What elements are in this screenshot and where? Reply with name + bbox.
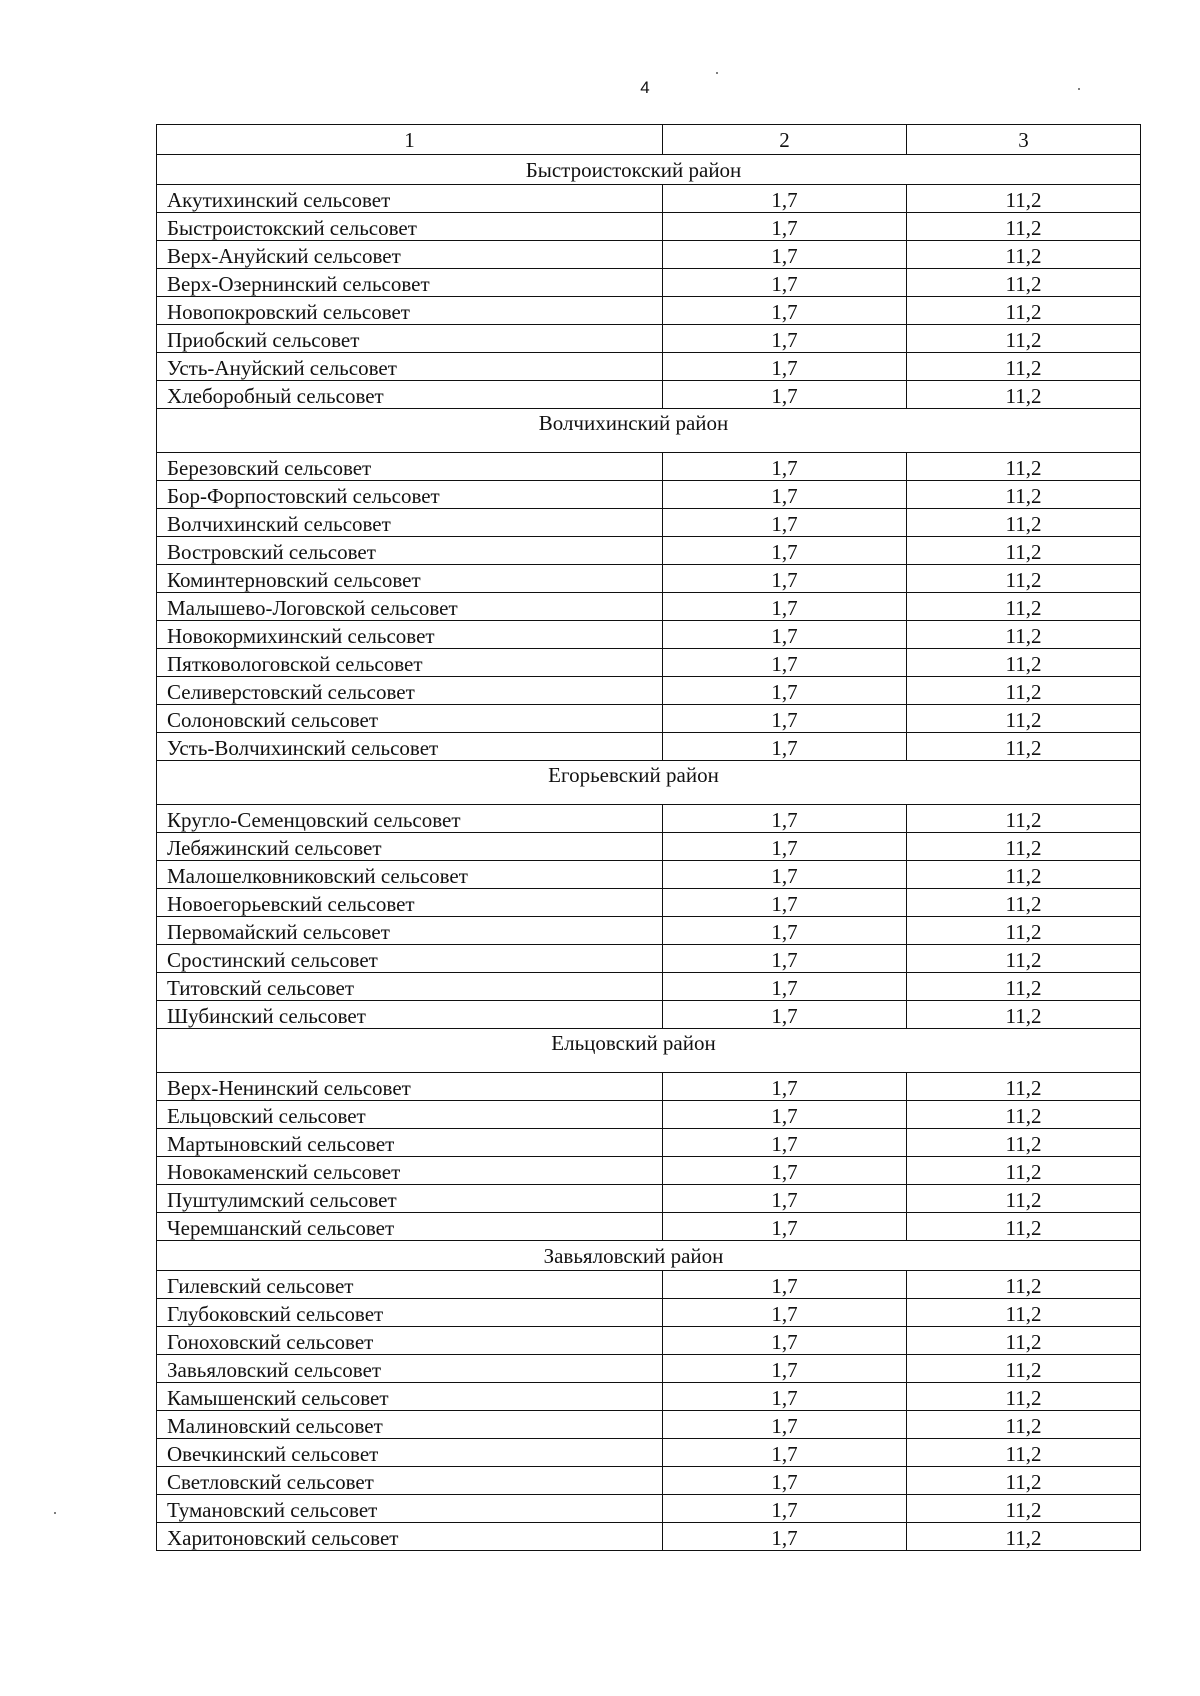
- table-row: [157, 805, 1141, 833]
- table-row: [157, 297, 1141, 325]
- value-col-2: 1,7: [663, 733, 907, 761]
- value-col-2: 1,7: [663, 1439, 907, 1467]
- settlement-name: Овечкинский сельсовет: [157, 1439, 663, 1467]
- value-col-3: 11,2: [907, 1523, 1141, 1551]
- value-col-2: 1,7: [663, 1157, 907, 1185]
- table-row: [157, 537, 1141, 565]
- table-row: [157, 1157, 1141, 1185]
- settlement-name: Глубоковский сельсовет: [157, 1299, 663, 1327]
- value-col-2: 1,7: [663, 889, 907, 917]
- table-row: [157, 1523, 1141, 1551]
- table-row: [157, 1001, 1141, 1029]
- settlement-name: Гоноховский сельсовет: [157, 1327, 663, 1355]
- value-col-3: 11,2: [907, 705, 1141, 733]
- value-col-3: 11,2: [907, 917, 1141, 945]
- value-col-3: 11,2: [907, 833, 1141, 861]
- value-col-2: 1,7: [663, 1467, 907, 1495]
- settlement-name: Коминтерновский сельсовет: [157, 565, 663, 593]
- table-row: [157, 325, 1141, 353]
- settlement-name: Новокормихинский сельсовет: [157, 621, 663, 649]
- value-col-3: 11,2: [907, 1299, 1141, 1327]
- settlement-name: Малошелковниковский сельсовет: [157, 861, 663, 889]
- value-col-2: 1,7: [663, 381, 907, 409]
- value-col-2: 1,7: [663, 593, 907, 621]
- value-col-2: 1,7: [663, 241, 907, 269]
- settlement-name: Светловский сельсовет: [157, 1467, 663, 1495]
- value-col-3: 11,2: [907, 297, 1141, 325]
- district-row: [157, 409, 1141, 453]
- district-row: [157, 1029, 1141, 1073]
- table-row: [157, 1411, 1141, 1439]
- value-col-3: 11,2: [907, 1467, 1141, 1495]
- settlement-name: Новокаменский сельсовет: [157, 1157, 663, 1185]
- value-col-2: 1,7: [663, 945, 907, 973]
- value-col-3: 11,2: [907, 1495, 1141, 1523]
- column-header-2: 2: [663, 125, 907, 155]
- scan-speck: [716, 72, 718, 74]
- value-col-2: 1,7: [663, 805, 907, 833]
- district-name: Егорьевский район: [548, 763, 719, 787]
- table-row: [157, 481, 1141, 509]
- district-row: [157, 1241, 1141, 1271]
- settlement-name: Пятковологовской сельсовет: [157, 649, 663, 677]
- table-row: [157, 833, 1141, 861]
- value-col-3: 11,2: [907, 1355, 1141, 1383]
- settlement-name: Верх-Озернинский сельсовет: [157, 269, 663, 297]
- settlement-name: Мартыновский сельсовет: [157, 1129, 663, 1157]
- table-row: [157, 213, 1141, 241]
- table-row: [157, 973, 1141, 1001]
- table-body: [157, 125, 1141, 1551]
- value-col-3: 11,2: [907, 649, 1141, 677]
- table-row: [157, 381, 1141, 409]
- table-row: [157, 677, 1141, 705]
- value-col-2: 1,7: [663, 453, 907, 481]
- settlement-name: Усть-Волчихинский сельсовет: [157, 733, 663, 761]
- value-col-2: 1,7: [663, 1271, 907, 1299]
- table-row: [157, 889, 1141, 917]
- value-col-2: 1,7: [663, 1327, 907, 1355]
- district-cell: [157, 761, 1141, 805]
- settlement-name: Харитоновский сельсовет: [157, 1523, 663, 1551]
- table-row: [157, 1213, 1141, 1241]
- value-col-3: 11,2: [907, 185, 1141, 213]
- settlement-name: Гилевский сельсовет: [157, 1271, 663, 1299]
- value-col-2: 1,7: [663, 213, 907, 241]
- value-col-2: 1,7: [663, 1101, 907, 1129]
- value-col-3: 11,2: [907, 381, 1141, 409]
- settlement-name: Шубинский сельсовет: [157, 1001, 663, 1029]
- value-col-2: 1,7: [663, 297, 907, 325]
- settlement-name: Лебяжинский сельсовет: [157, 833, 663, 861]
- value-col-3: 11,2: [907, 1185, 1141, 1213]
- settlement-name: Усть-Ануйский сельсовет: [157, 353, 663, 381]
- value-col-3: 11,2: [907, 213, 1141, 241]
- settlement-name: Березовский сельсовет: [157, 453, 663, 481]
- table-row: [157, 1327, 1141, 1355]
- district-row: [157, 761, 1141, 805]
- column-header-3: 3: [907, 125, 1141, 155]
- value-col-3: 11,2: [907, 1439, 1141, 1467]
- value-col-3: 11,2: [907, 1383, 1141, 1411]
- table-row: [157, 621, 1141, 649]
- settlement-name: Востровский сельсовет: [157, 537, 663, 565]
- scan-speck: [54, 1512, 56, 1514]
- value-col-2: 1,7: [663, 1495, 907, 1523]
- settlement-name: Первомайский сельсовет: [157, 917, 663, 945]
- table-row: [157, 241, 1141, 269]
- settlement-name: Селиверстовский сельсовет: [157, 677, 663, 705]
- value-col-2: 1,7: [663, 833, 907, 861]
- value-col-3: 11,2: [907, 269, 1141, 297]
- table-row: [157, 565, 1141, 593]
- value-col-2: 1,7: [663, 1185, 907, 1213]
- settlement-name: Титовский сельсовет: [157, 973, 663, 1001]
- value-col-2: 1,7: [663, 1299, 907, 1327]
- value-col-3: 11,2: [907, 537, 1141, 565]
- value-col-2: 1,7: [663, 1213, 907, 1241]
- settlement-name: Бор-Форпостовский сельсовет: [157, 481, 663, 509]
- value-col-2: 1,7: [663, 1523, 907, 1551]
- value-col-3: 11,2: [907, 973, 1141, 1001]
- settlement-name: Завьяловский сельсовет: [157, 1355, 663, 1383]
- value-col-3: 11,2: [907, 593, 1141, 621]
- table-row: [157, 649, 1141, 677]
- district-name: Быстроистокский район: [525, 157, 742, 182]
- table-row: [157, 705, 1141, 733]
- value-col-3: 11,2: [907, 565, 1141, 593]
- table-row: [157, 509, 1141, 537]
- district-name: Волчихинский район: [538, 411, 729, 435]
- table-row: [157, 917, 1141, 945]
- page-number: 4: [640, 78, 650, 97]
- settlement-name: Новоегорьевский сельсовет: [157, 889, 663, 917]
- value-col-2: 1,7: [663, 649, 907, 677]
- value-col-2: 1,7: [663, 621, 907, 649]
- value-col-3: 11,2: [907, 325, 1141, 353]
- settlement-name: Приобский сельсовет: [157, 325, 663, 353]
- value-col-3: 11,2: [907, 453, 1141, 481]
- value-col-3: 11,2: [907, 1129, 1141, 1157]
- scan-speck: [1078, 88, 1080, 90]
- value-col-2: 1,7: [663, 1355, 907, 1383]
- district-cell: [157, 155, 1141, 185]
- table-row: [157, 593, 1141, 621]
- table-row: [157, 1299, 1141, 1327]
- value-col-3: 11,2: [907, 1327, 1141, 1355]
- value-col-3: 11,2: [907, 353, 1141, 381]
- value-col-3: 11,2: [907, 945, 1141, 973]
- table-row: [157, 1073, 1141, 1101]
- value-col-2: 1,7: [663, 917, 907, 945]
- value-col-2: 1,7: [663, 677, 907, 705]
- district-cell: [157, 1241, 1141, 1271]
- value-col-3: 11,2: [907, 621, 1141, 649]
- table-row: [157, 185, 1141, 213]
- value-col-2: 1,7: [663, 1073, 907, 1101]
- settlement-name: Пуштулимский сельсовет: [157, 1185, 663, 1213]
- value-col-2: 1,7: [663, 1411, 907, 1439]
- table-row: [157, 453, 1141, 481]
- district-row: [157, 155, 1141, 185]
- value-col-3: 11,2: [907, 1411, 1141, 1439]
- table-row: [157, 1383, 1141, 1411]
- value-col-3: 11,2: [907, 481, 1141, 509]
- settlement-name: Новопокровский сельсовет: [157, 297, 663, 325]
- column-header-1: 1: [157, 125, 663, 155]
- table-row: [157, 1185, 1141, 1213]
- district-name: Завьяловский район: [543, 1243, 724, 1268]
- value-col-2: 1,7: [663, 565, 907, 593]
- value-col-2: 1,7: [663, 1001, 907, 1029]
- value-col-2: 1,7: [663, 1383, 907, 1411]
- value-col-2: 1,7: [663, 481, 907, 509]
- settlement-name: Малиновский сельсовет: [157, 1411, 663, 1439]
- district-name: Ельцовский район: [551, 1031, 716, 1055]
- table-row: [157, 1129, 1141, 1157]
- settlement-name: Волчихинский сельсовет: [157, 509, 663, 537]
- value-col-3: 11,2: [907, 677, 1141, 705]
- settlement-name: Камышенский сельсовет: [157, 1383, 663, 1411]
- value-col-2: 1,7: [663, 973, 907, 1001]
- value-col-3: 11,2: [907, 241, 1141, 269]
- column-header-row: [157, 125, 1141, 155]
- value-col-3: 11,2: [907, 1073, 1141, 1101]
- table-row: [157, 269, 1141, 297]
- table-row: [157, 353, 1141, 381]
- value-col-3: 11,2: [907, 509, 1141, 537]
- value-col-2: 1,7: [663, 353, 907, 381]
- value-col-2: 1,7: [663, 185, 907, 213]
- settlement-name: Хлеборобный сельсовет: [157, 381, 663, 409]
- value-col-3: 11,2: [907, 733, 1141, 761]
- value-col-2: 1,7: [663, 861, 907, 889]
- value-col-3: 11,2: [907, 1271, 1141, 1299]
- settlement-name: Ельцовский сельсовет: [157, 1101, 663, 1129]
- value-col-3: 11,2: [907, 1001, 1141, 1029]
- settlement-name: Верх-Ненинский сельсовет: [157, 1073, 663, 1101]
- settlement-name: Малышево-Логовской сельсовет: [157, 593, 663, 621]
- table-row: [157, 733, 1141, 761]
- table-row: [157, 945, 1141, 973]
- table-row: [157, 1467, 1141, 1495]
- settlement-name: Сростинский сельсовет: [157, 945, 663, 973]
- value-col-3: 11,2: [907, 1101, 1141, 1129]
- settlement-name: Солоновский сельсовет: [157, 705, 663, 733]
- table-row: [157, 1271, 1141, 1299]
- value-col-3: 11,2: [907, 805, 1141, 833]
- settlement-name: Тумановский сельсовет: [157, 1495, 663, 1523]
- district-cell: [157, 1029, 1141, 1073]
- district-cell: [157, 409, 1141, 453]
- table-row: [157, 1495, 1141, 1523]
- value-col-2: 1,7: [663, 509, 907, 537]
- table-row: [157, 861, 1141, 889]
- settlements-table: [156, 124, 1141, 1551]
- value-col-3: 11,2: [907, 1157, 1141, 1185]
- settlement-name: Черемшанский сельсовет: [157, 1213, 663, 1241]
- value-col-2: 1,7: [663, 1129, 907, 1157]
- table-row: [157, 1355, 1141, 1383]
- value-col-2: 1,7: [663, 537, 907, 565]
- settlement-name: Акутихинский сельсовет: [157, 185, 663, 213]
- table-row: [157, 1101, 1141, 1129]
- value-col-2: 1,7: [663, 325, 907, 353]
- value-col-2: 1,7: [663, 705, 907, 733]
- value-col-3: 11,2: [907, 861, 1141, 889]
- table-row: [157, 1439, 1141, 1467]
- settlement-name: Кругло-Семенцовский сельсовет: [157, 805, 663, 833]
- settlement-name: Быстроистокский сельсовет: [157, 213, 663, 241]
- settlement-name: Верх-Ануйский сельсовет: [157, 241, 663, 269]
- value-col-3: 11,2: [907, 889, 1141, 917]
- value-col-2: 1,7: [663, 269, 907, 297]
- value-col-3: 11,2: [907, 1213, 1141, 1241]
